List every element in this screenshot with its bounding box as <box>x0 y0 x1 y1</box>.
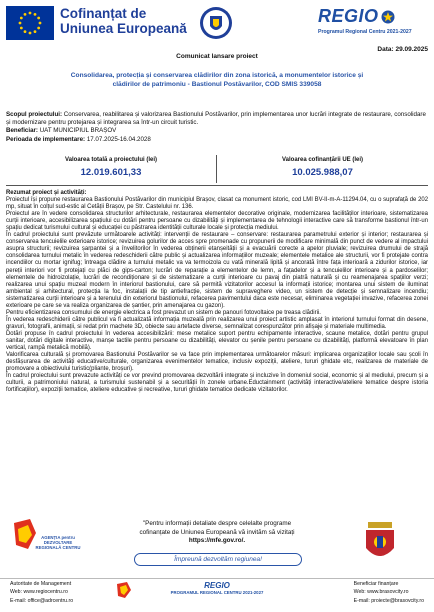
eu-star-icon <box>29 32 32 35</box>
eu-star-icon <box>19 22 22 25</box>
footer-beneficiary <box>354 580 424 605</box>
values-divider <box>6 185 428 186</box>
eu-star-icon <box>20 27 23 30</box>
footer-regio-sub: PROGRAMUL REGIONAL CENTRU 2021-2027 <box>170 590 264 595</box>
summary-paragraph: În cadrul proiectului sunt prevăzute următoarele activități: intervenții de restaurare – conservare: restaurarea parametrului exterior și interior; restaurarea și conservarea tencuielile exterioare istorice; revizuirea golurilor de acces spre promenade cu propunerii de modificare minimală din punct de vedere al impactului asupra structurii; revizuirea șarpantei și a învelitorilor în vederea obținerii etanșeității și a evacuării corecte a apelor pluviale; revizuirea drumului de strajă consolidarea turnului metalic în vederea redeschiderii către public și actualizarea informațiilor muzeale; elementele metalice ale structurii, vor fi protejate contra incendiilor cu mortar ignifug; întreaga clădire a turnului metalic va va termoizola cu vată minerală lipită și ancorată între fața interioară a zidurilor istorice, iar pereții interiori vor fi protejați cu plăci de gips-carton; lucrări de reparație a elementelor de lemn, a fațadelor și a tencuielilor interioare și a pardoselilor; elementele de hidroizolație, lucrări de recondiționare și de sistematizare a curții interioare cu pavaj din piatră naturală și cu reamenajarea spațiilor verzi; realizarea unui spațiu muzeal modern în interiorul bastionului, care să permită vizitatorilor accesul la informații istorice; montarea unui sistem de iluminat ambiental și arhitectural, protecția la foc, instalații de tip antiefracție, sistem de supraveghere video, un sistem de detecție și semnalizare incendiu; sistematizarea curții interioare și a terenului din exteriorul bastionului, refacerea pavimentului daca este necesar, eliminarea vegetației invazive, refacerea zonei exterioare pe care se va realiza organizarea de șantier, prin amenajarea cu gazon). <box>6 232 428 309</box>
eu-value-amount: 10.025.988,07 <box>292 167 353 178</box>
regio-subtitle: Programul Regional Centru 2021-2027 <box>318 29 412 35</box>
period-text: 17.07.2025-16.04.2028 <box>85 135 151 143</box>
beneficiary-row <box>6 127 428 135</box>
eu-value-cell <box>217 155 428 183</box>
eu-star-icon <box>24 30 27 33</box>
beneficiary-label: Beneficiar: <box>6 127 38 135</box>
footer-left-email[interactable]: E-mail: office@adrcentru.ro <box>10 597 74 604</box>
document-date: Data: 29.09.2025 <box>377 46 428 53</box>
slogan-badge: Împreună dezvoltăm regiunea! <box>134 553 302 566</box>
summary-paragraph: Valorificarea culturală și promovarea Bastionului Postăvarilor se va face prin implementarea următoarelor măsuri: implicarea organizațiilor locale sau școli în desfășurarea de activități educative/culturale, organizarea evenimentelor tematice, inclusiv expoziții, ateliere, tururi ghidate etc, realizarea de materiale de promovare a obiectivului turistic(pliante, broșuri). <box>6 352 428 373</box>
period-row <box>6 136 428 144</box>
total-value-cell <box>6 155 217 183</box>
project-meta <box>6 111 428 144</box>
period-label: Perioada de implementare: <box>6 135 86 143</box>
info-line2: cofinanțate de Uniunea Europeană vă invităm să vizitați <box>139 528 295 536</box>
total-value-label: Valoarea totală a proiectului (lei) <box>64 157 158 163</box>
header <box>0 0 434 48</box>
eu-star-icon <box>34 13 37 16</box>
summary-title: Rezumat proiect și activități: <box>6 190 87 196</box>
footer-divider <box>0 578 434 579</box>
scope-label: Scopul proiectului: <box>6 111 63 118</box>
eu-star-icon <box>20 17 23 20</box>
project-title: Consolidarea, protecția și conservarea clădirilor din zona istorică, a monumentelor istorice și clădirilor de patrimoniu - Bastionul Postăvarilor, COD SMIS 339058 <box>70 72 364 88</box>
eu-line1: Cofinanțat de <box>60 6 147 21</box>
eu-flag-svg <box>6 6 54 40</box>
romania-government-crest-icon <box>199 4 233 42</box>
scope-row <box>6 111 428 127</box>
scope-text: Conservarea, reabilitarea și valorizarea Bastionului Postăvarilor, prin implementarea unor lucrări integrate de restaurare, consolidare și modernizare pentru protejarea și integrarea sa într-un circuit turistic. <box>6 111 426 127</box>
values-table <box>6 155 428 183</box>
info-line1: "Pentru informații detaliate despre celelalte programe <box>142 520 292 527</box>
project-summary <box>6 190 428 394</box>
eu-star-icon <box>24 13 27 16</box>
footer-left-web[interactable]: Web: www.regiocentru.ro <box>10 589 68 596</box>
summary-paragraph: În vederea redeschiderii către publicul va fi actualizată informația muzeală prin realizarea unui proiect artistic amplasat în interiorul turnului format din desene, gravuri, fotografii, animații, si redat prin machete 3D, obiecte sau artefacte diverse, semnalizat corespunzător prin afișaje și materiale multimedia. <box>6 316 428 330</box>
summary-paragraph: Proiectul își propune restaurarea Bastionului Postăvarilor din municipiul Brașov, clasat ca monument istoric, cod LMI BV-II-m-A-11294.04, cu o suprafață de 202 mp, situat în colțul sud-estic al Cetății Brașov, pe Str. Castelului nr. 136. <box>6 197 428 211</box>
eu-star-icon <box>29 12 32 15</box>
summary-paragraph: Proiectul are în vedere consolidarea structurilor arhitecturale, restaurarea elementelor decorative originale, modernizarea facilităților interioare, sistematizarea curții interioare, accesibilizarea spațiului cu dotări pentru persoane cu dizabilități și implementarea de tehnologii interactive care să transforme bastionul într-un spațiu dedicat turismului cultural și educației cu păstrarea identității culturale locale și protecția mediului. <box>6 211 428 232</box>
adr-centru-text: AGENȚIA pentru DEZVOLTARE REGIONALĂ CENTRU <box>35 535 81 550</box>
footer-right-web[interactable]: Web: www.brasovcity.ro <box>353 589 409 596</box>
regio-logo <box>318 6 428 44</box>
eu-value-label: Valoarea cofinanțării UE (lei) <box>281 157 364 163</box>
info-url-link[interactable]: https://mfe.gov.ro/. <box>188 537 246 545</box>
summary-paragraph: În cadrul proiectului sunt prevazute activități ce vor prevind promovarea dezvoltării integrate și incluzive în domeniul social, economic și al mediului, precum și a culturii, a patrimoniului natural, a turismului sustenabil și a securității în zonele urbane.Eductainment (activități interactive/ateliere tematice despre istoria fortificațiilor), expoziții tematice, ateliere educative și recreative, tururi ghidate tematice dedicate vizitatorilor. <box>6 373 428 394</box>
info-text <box>100 520 334 546</box>
eu-star-icon <box>34 30 37 33</box>
eu-flag-icon <box>6 6 54 40</box>
footer-left-title: Autoritate de Management <box>10 581 72 587</box>
footer-right-title: Beneficiar finanțare <box>353 581 399 587</box>
summary-paragraph: Pentru eficientizarea consumului de energie electrica a fost prevazut un sistem de panouri fotovoltaice pe treasa clădirii. <box>6 309 321 316</box>
summary-paragraph: Dotări propuse în cadrul proiectului în vederea accesibilizării: mese metalice suport pentru echipamente interactive, scaune metalice, dotări pentru grupul sanitar, dotări digitale interactive, manșe tactile pentru persoane cu dizabilități, elevator cu șenile pentru persoane cu dizabilități, platformă elevatoare în plan vertical, rampă metalică mobilă). <box>6 330 428 352</box>
eu-star-icon <box>37 27 40 30</box>
footer-managing-authority <box>10 580 73 605</box>
footer-adr-icon <box>113 580 143 602</box>
brasov-city-crest-icon <box>362 520 398 564</box>
regio-logo-text: REGIO <box>318 6 379 26</box>
footer-regio-text: REGIO <box>204 581 230 590</box>
footer-right-email[interactable]: E-mail: proiecte@brasovcity.ro <box>353 597 424 604</box>
eu-star-icon <box>39 22 42 25</box>
eu-star-icon <box>37 17 40 20</box>
regio-star-icon <box>381 10 395 24</box>
document-title: Comunicat lansare proiect <box>176 53 258 60</box>
footer-regio-logo <box>150 581 284 595</box>
beneficiary-text: UAT MUNICIPIUL BRAȘOV <box>37 127 117 135</box>
eu-cofinanced-text <box>60 6 187 36</box>
eu-line2: Uniunea Europeană <box>60 21 187 36</box>
total-value-amount: 12.019.601,33 <box>80 167 142 178</box>
